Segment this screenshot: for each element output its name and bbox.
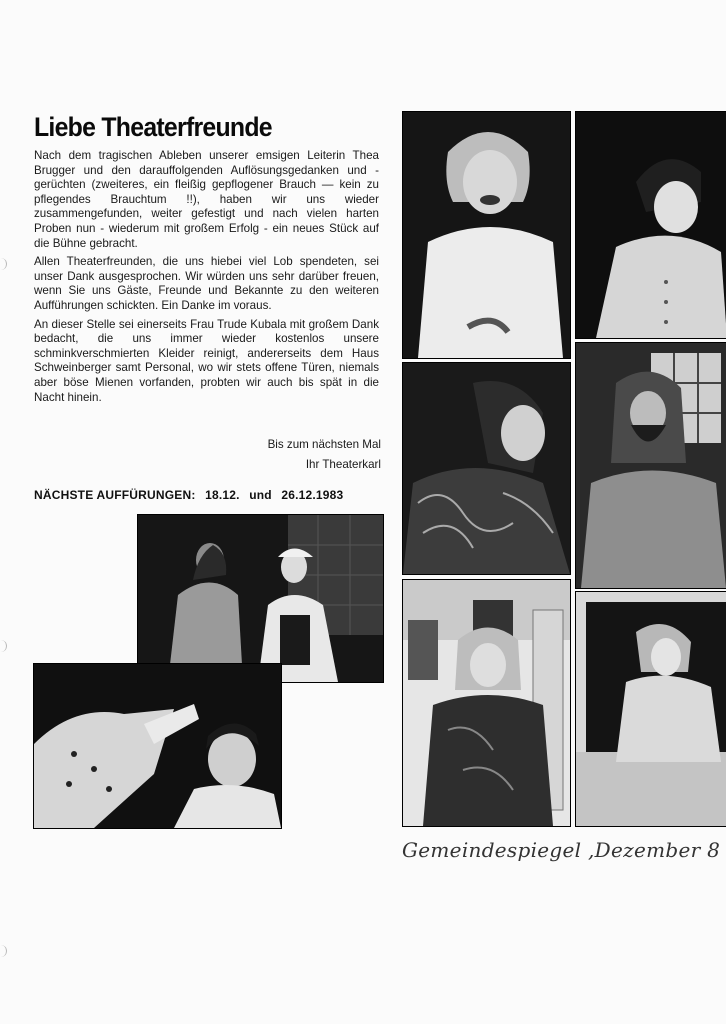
stage-photo-woman-profile xyxy=(575,111,726,339)
stage-photo-woman-laughing xyxy=(402,362,571,575)
next-performances xyxy=(34,488,349,502)
handwritten-caption: Gemeindespiegel ,Dezember 8 xyxy=(402,838,721,862)
article-paragraph: Nach dem tragischen Ableben unserer emsigen Leiterin Thea Brugger und den darauffolgenden Auflösungsgedanken und -gerüchten (zweiteres, ein fleißig gepflogener Brauch — kein zu pflegendes Brauchtum !!), haben wir uns wieder zusammengefunden, weiter gefestigt und nach vielen harten Proben nun - wiederum mit großem Erfolg - ein neues Stück auf die Bühne gebracht. xyxy=(34,149,379,250)
punch-hole-mark xyxy=(0,258,7,270)
stage-photo-wig-scene xyxy=(33,663,282,829)
performances-label: NÄCHSTE AUFFÜRUNGEN: xyxy=(34,488,196,502)
performance-date-2: 26.12.1983 xyxy=(281,488,344,502)
stage-photo-bearded-man xyxy=(575,342,726,589)
performances-connector: und xyxy=(249,488,272,502)
performance-date-1: 18.12. xyxy=(205,488,240,502)
stage-photo-window-scene xyxy=(575,591,726,827)
stage-photo-grey-wig-man xyxy=(402,111,571,359)
punch-hole-mark xyxy=(0,945,7,957)
article-body xyxy=(34,149,379,409)
punch-hole-mark xyxy=(0,640,7,652)
article-paragraph: Allen Theaterfreunden, die uns hiebei viel Lob spendeten, sei unser Dank ausgesprochen. Wir würden uns sehr darüber freuen, wenn Sie uns Gäste, Freunde und Bekannte zu den weiteren Aufführungen schickten. Ein Danke im voraus. xyxy=(34,255,379,312)
article-paragraph: An dieser Stelle sei einerseits Frau Trude Kubala mit großem Dank bedacht, die uns immer wieder kostenlos unsere schminkverschmierten Kleider reinigt, andererseits dem Haus Schweinberger samt Personal, wo wir stets offene Türen, niemals aber böse Mienen vorfanden, probten wir auch bis spät in die Nacht hinein. xyxy=(34,317,379,404)
stage-photo-curly-wig-man xyxy=(402,579,571,827)
closing-line: Bis zum nächsten Mal xyxy=(267,438,381,451)
article-title: Liebe Theaterfreunde xyxy=(34,112,272,142)
signature: Ihr Theaterkarl xyxy=(305,458,381,471)
stage-photo-couple xyxy=(137,514,384,683)
